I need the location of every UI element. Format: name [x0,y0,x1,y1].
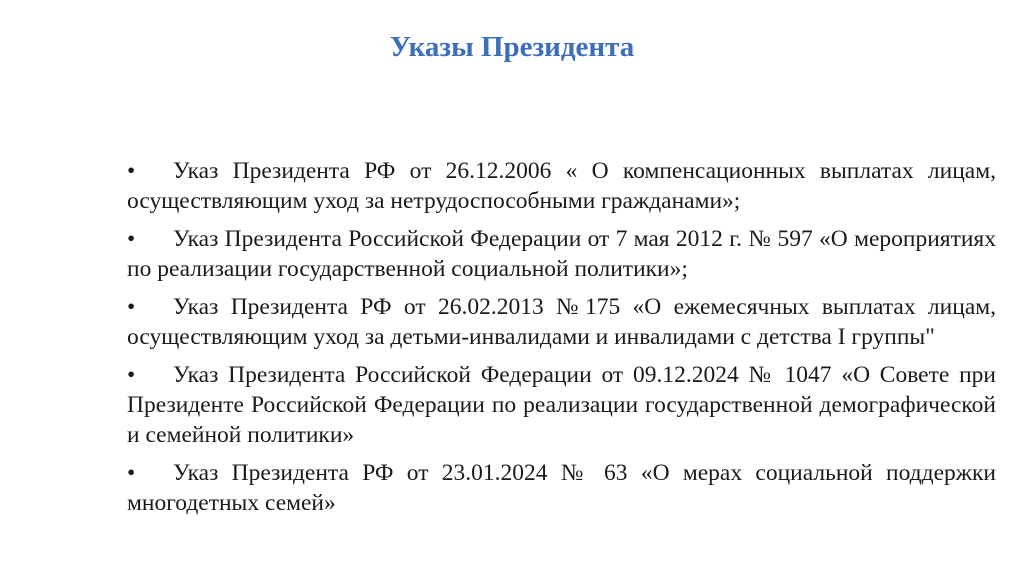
bullet-icon: • [127,362,136,388]
bullet-icon: • [127,460,136,486]
list-item [127,156,996,216]
slide-title: Указы Президента [389,31,635,63]
decree-list [127,156,996,526]
list-item-text: Указ Президента Российской Федерации от 09.12.2024 № 1047 «О Совете при Президенте Российской Федерации по реализации государственной демографической и семейной политики» [127,362,996,448]
list-item [127,224,996,284]
list-item [127,292,996,352]
bullet-icon: • [127,158,136,184]
list-item-text: Указ Президента РФ от 23.01.2024 № 63 «О мерах социальной поддержки многодетных семей» [127,460,996,516]
bullet-icon: • [127,294,136,320]
bullet-icon: • [127,226,136,252]
list-item [127,360,996,450]
list-item-text: Указ Президента РФ от 26.02.2013 №175 «О ежемесячных выплатах лицам, осуществляющим уход за детьми-инвалидами и инвалидами с детства I группы" [127,294,996,350]
list-item-text: Указ Президента Российской Федерации от 7 мая 2012 г. № 597 «О мероприятиях по реализации государственной социальной политики»; [127,226,996,282]
list-item [127,458,996,518]
list-item-text: Указ Президента РФ от 26.12.2006 « О компенсационных выплатах лицам, осуществляющим уход за нетрудоспособными гражданами»; [127,158,996,214]
